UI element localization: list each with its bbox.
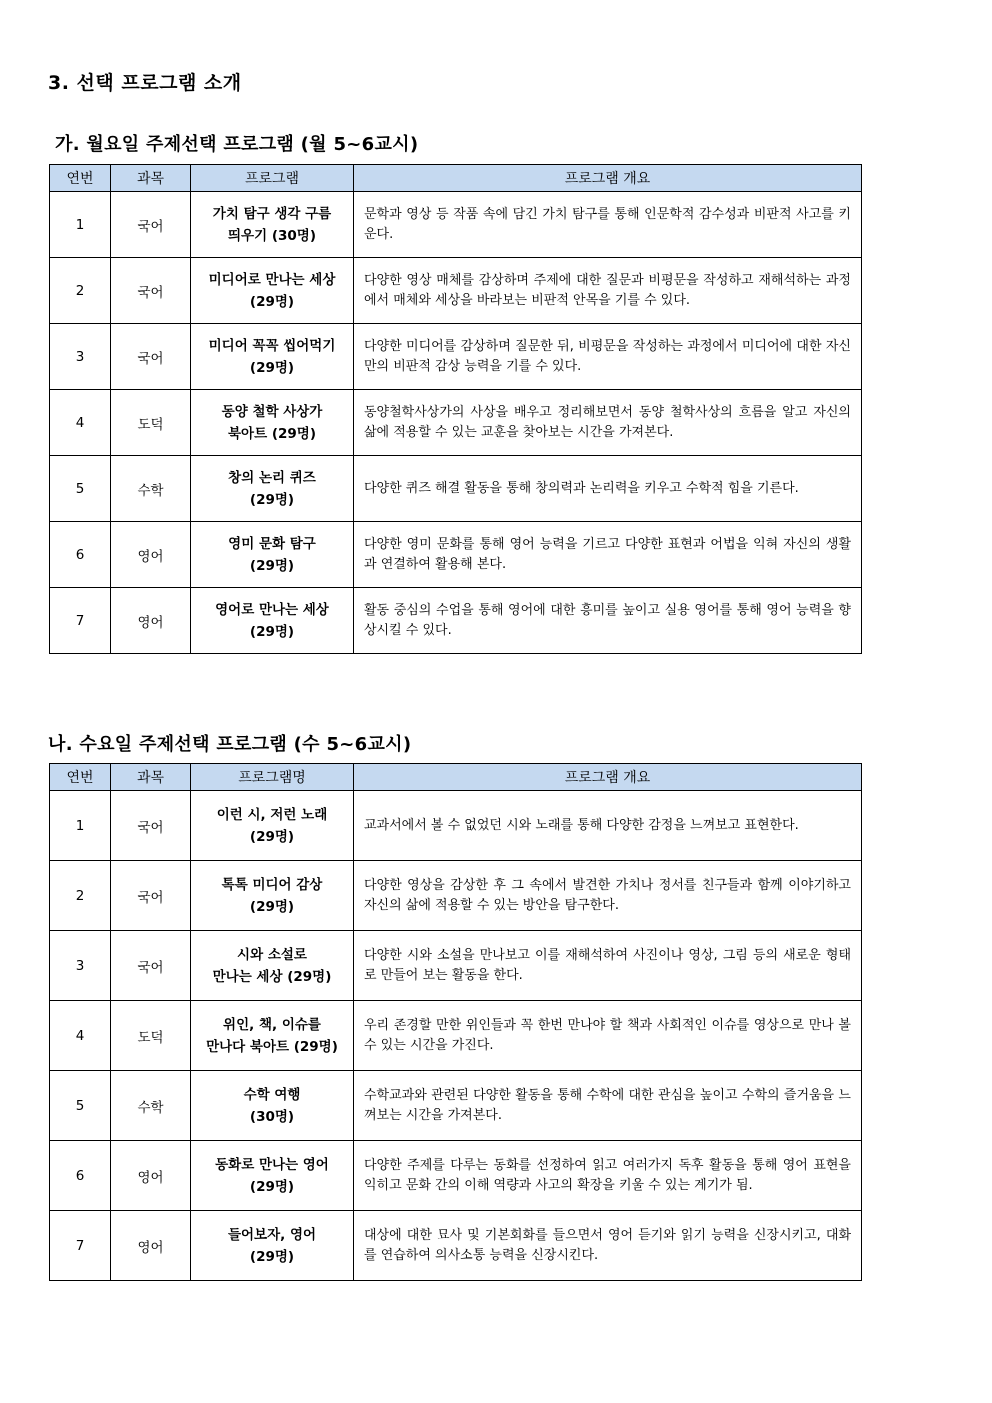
row-number: 3 bbox=[50, 931, 111, 1001]
table-row bbox=[50, 456, 862, 522]
header-overview: 프로그램 개요 bbox=[354, 764, 862, 791]
row-subject: 국어 bbox=[111, 931, 191, 1001]
row-program-name bbox=[191, 522, 354, 588]
row-overview: 다양한 영미 문화를 통해 영어 능력을 기르고 다양한 표현과 어법을 익혀 자신의 생활과 연결하여 활용해 본다. bbox=[354, 522, 862, 588]
program-name-line: 위인, 책, 이슈를 bbox=[223, 1016, 321, 1033]
table-row bbox=[50, 931, 862, 1001]
program-capacity-line: 띄우기 (30명) bbox=[228, 227, 316, 244]
row-number: 7 bbox=[50, 1211, 111, 1281]
row-number: 4 bbox=[50, 1001, 111, 1071]
row-number: 2 bbox=[50, 258, 111, 324]
row-overview: 문학과 영상 등 작품 속에 담긴 가치 탐구를 통해 인문학적 감수성과 비판적 사고를 키운다. bbox=[354, 192, 862, 258]
row-number: 7 bbox=[50, 588, 111, 654]
program-name-line: 이런 시, 저런 노래 bbox=[216, 806, 328, 823]
row-number: 1 bbox=[50, 791, 111, 861]
row-program-name bbox=[191, 931, 354, 1001]
row-program-name bbox=[191, 791, 354, 861]
row-subject: 국어 bbox=[111, 324, 191, 390]
table-row bbox=[50, 522, 862, 588]
row-overview: 우리 존경할 만한 위인들과 꼭 한번 만나야 할 책과 사회적인 이슈를 영상으로 만나 볼 수 있는 시간을 가진다. bbox=[354, 1001, 862, 1071]
program-capacity-line: (29명) bbox=[249, 491, 295, 508]
table-row bbox=[50, 1071, 862, 1141]
header-program: 프로그램 bbox=[191, 165, 354, 192]
monday-program-title: 가. 월요일 주제선택 프로그램 (월 5~6교시) bbox=[55, 134, 419, 155]
row-overview: 다양한 주제를 다루는 동화를 선정하여 읽고 여러가지 독후 활동을 통해 영어 표현을 익히고 문화 간의 이해 역량과 사고의 확장을 키울 수 있는 계기가 됨. bbox=[354, 1141, 862, 1211]
program-name-line: 동양 철학 사상가 bbox=[221, 403, 323, 420]
table-header-row bbox=[50, 764, 862, 791]
monday-table-body bbox=[50, 192, 862, 654]
row-subject: 영어 bbox=[111, 522, 191, 588]
row-program-name bbox=[191, 1211, 354, 1281]
row-subject: 국어 bbox=[111, 258, 191, 324]
row-program-name bbox=[191, 456, 354, 522]
header-program-name: 프로그램명 bbox=[191, 764, 354, 791]
program-name-line: 미디어로 만나는 세상 bbox=[208, 271, 336, 288]
program-name-line: 톡톡 미디어 감상 bbox=[221, 876, 323, 893]
row-subject: 도덕 bbox=[111, 1001, 191, 1071]
row-number: 1 bbox=[50, 192, 111, 258]
table-row bbox=[50, 588, 862, 654]
program-capacity-line: 만나는 세상 (29명) bbox=[212, 968, 332, 985]
row-overview: 다양한 시와 소설을 만나보고 이를 재해석하여 사진이나 영상, 그림 등의 새로운 형태로 만들어 보는 활동을 한다. bbox=[354, 931, 862, 1001]
monday-program-table bbox=[49, 164, 862, 654]
program-capacity-line: (30명) bbox=[249, 1108, 295, 1125]
program-capacity-line: (29명) bbox=[249, 1178, 295, 1195]
row-subject: 영어 bbox=[111, 1141, 191, 1211]
row-program-name bbox=[191, 1071, 354, 1141]
row-overview: 대상에 대한 묘사 및 기본회화를 들으면서 영어 듣기와 읽기 능력을 신장시키고, 대화를 연습하여 의사소통 능력을 신장시킨다. bbox=[354, 1211, 862, 1281]
row-number: 5 bbox=[50, 456, 111, 522]
row-overview: 다양한 영상을 감상한 후 그 속에서 발견한 가치나 정서를 친구들과 함께 이야기하고 자신의 삶에 적용할 수 있는 방안을 탐구한다. bbox=[354, 861, 862, 931]
table-row bbox=[50, 1211, 862, 1281]
row-program-name bbox=[191, 588, 354, 654]
program-capacity-line: (29명) bbox=[249, 623, 295, 640]
row-number: 6 bbox=[50, 1141, 111, 1211]
program-name-line: 영미 문화 탐구 bbox=[228, 535, 316, 552]
wednesday-table-body bbox=[50, 791, 862, 1281]
row-overview: 수학교과와 관련된 다양한 활동을 통해 수학에 대한 관심을 높이고 수학의 즐거움을 느껴보는 시간을 가져본다. bbox=[354, 1071, 862, 1141]
row-subject: 영어 bbox=[111, 588, 191, 654]
row-overview: 동양철학사상가의 사상을 배우고 정리해보면서 동양 철학사상의 흐름을 알고 자신의 삶에 적용할 수 있는 교훈을 찾아보는 시간을 가져본다. bbox=[354, 390, 862, 456]
row-number: 5 bbox=[50, 1071, 111, 1141]
row-overview: 다양한 영상 매체를 감상하며 주제에 대한 질문과 비평문을 작성하고 재해석하는 과정에서 매체와 세상을 바라보는 비판적 안목을 기를 수 있다. bbox=[354, 258, 862, 324]
program-name-line: 시와 소설로 bbox=[237, 946, 307, 963]
program-name-line: 미디어 꼭꼭 씹어먹기 bbox=[208, 337, 336, 354]
row-subject: 수학 bbox=[111, 456, 191, 522]
table-row bbox=[50, 1141, 862, 1211]
program-name-line: 들어보자, 영어 bbox=[227, 1226, 317, 1243]
row-subject: 도덕 bbox=[111, 390, 191, 456]
row-program-name bbox=[191, 324, 354, 390]
row-subject: 국어 bbox=[111, 192, 191, 258]
program-capacity-line: (29명) bbox=[249, 359, 295, 376]
wednesday-program-table bbox=[49, 763, 862, 1281]
header-overview: 프로그램 개요 bbox=[354, 165, 862, 192]
header-number: 연번 bbox=[50, 165, 111, 192]
section-title: 3. 선택 프로그램 소개 bbox=[48, 72, 242, 94]
row-number: 4 bbox=[50, 390, 111, 456]
row-program-name bbox=[191, 390, 354, 456]
table-row bbox=[50, 861, 862, 931]
row-overview: 다양한 미디어를 감상하며 질문한 뒤, 비평문을 작성하는 과정에서 미디어에 대한 자신만의 비판적 감상 능력을 기를 수 있다. bbox=[354, 324, 862, 390]
row-program-name bbox=[191, 1141, 354, 1211]
header-subject: 과목 bbox=[111, 165, 191, 192]
row-program-name bbox=[191, 1001, 354, 1071]
program-capacity-line: (29명) bbox=[249, 557, 295, 574]
program-capacity-line: (29명) bbox=[249, 1248, 295, 1265]
program-name-line: 가치 탐구 생각 구름 bbox=[212, 205, 332, 222]
program-capacity-line: 만나다 북아트 (29명) bbox=[206, 1038, 338, 1055]
row-program-name bbox=[191, 861, 354, 931]
program-name-line: 동화로 만나는 영어 bbox=[215, 1156, 329, 1173]
row-number: 3 bbox=[50, 324, 111, 390]
program-capacity-line: (29명) bbox=[249, 898, 295, 915]
table-row bbox=[50, 791, 862, 861]
row-subject: 영어 bbox=[111, 1211, 191, 1281]
table-row bbox=[50, 192, 862, 258]
table-row bbox=[50, 390, 862, 456]
program-capacity-line: (29명) bbox=[249, 828, 295, 845]
table-row bbox=[50, 324, 862, 390]
row-overview: 교과서에서 볼 수 없었던 시와 노래를 통해 다양한 감정을 느껴보고 표현한다. bbox=[354, 791, 862, 861]
table-header-row bbox=[50, 165, 862, 192]
table-row bbox=[50, 258, 862, 324]
row-number: 2 bbox=[50, 861, 111, 931]
table-row bbox=[50, 1001, 862, 1071]
program-capacity-line: 북아트 (29명) bbox=[228, 425, 316, 442]
row-subject: 수학 bbox=[111, 1071, 191, 1141]
program-name-line: 수학 여행 bbox=[243, 1086, 301, 1103]
wednesday-program-title: 나. 수요일 주제선택 프로그램 (수 5~6교시) bbox=[48, 734, 412, 755]
row-subject: 국어 bbox=[111, 791, 191, 861]
program-capacity-line: (29명) bbox=[249, 293, 295, 310]
row-overview: 활동 중심의 수업을 통해 영어에 대한 흥미를 높이고 실용 영어를 통해 영어 능력을 향상시킬 수 있다. bbox=[354, 588, 862, 654]
program-name-line: 창의 논리 퀴즈 bbox=[228, 469, 316, 486]
program-name-line: 영어로 만나는 세상 bbox=[215, 601, 329, 618]
header-subject: 과목 bbox=[111, 764, 191, 791]
header-number: 연번 bbox=[50, 764, 111, 791]
row-subject: 국어 bbox=[111, 861, 191, 931]
row-number: 6 bbox=[50, 522, 111, 588]
row-program-name bbox=[191, 258, 354, 324]
row-program-name bbox=[191, 192, 354, 258]
row-overview: 다양한 퀴즈 해결 활동을 통해 창의력과 논리력을 키우고 수학적 힘을 기른다. bbox=[354, 456, 862, 522]
